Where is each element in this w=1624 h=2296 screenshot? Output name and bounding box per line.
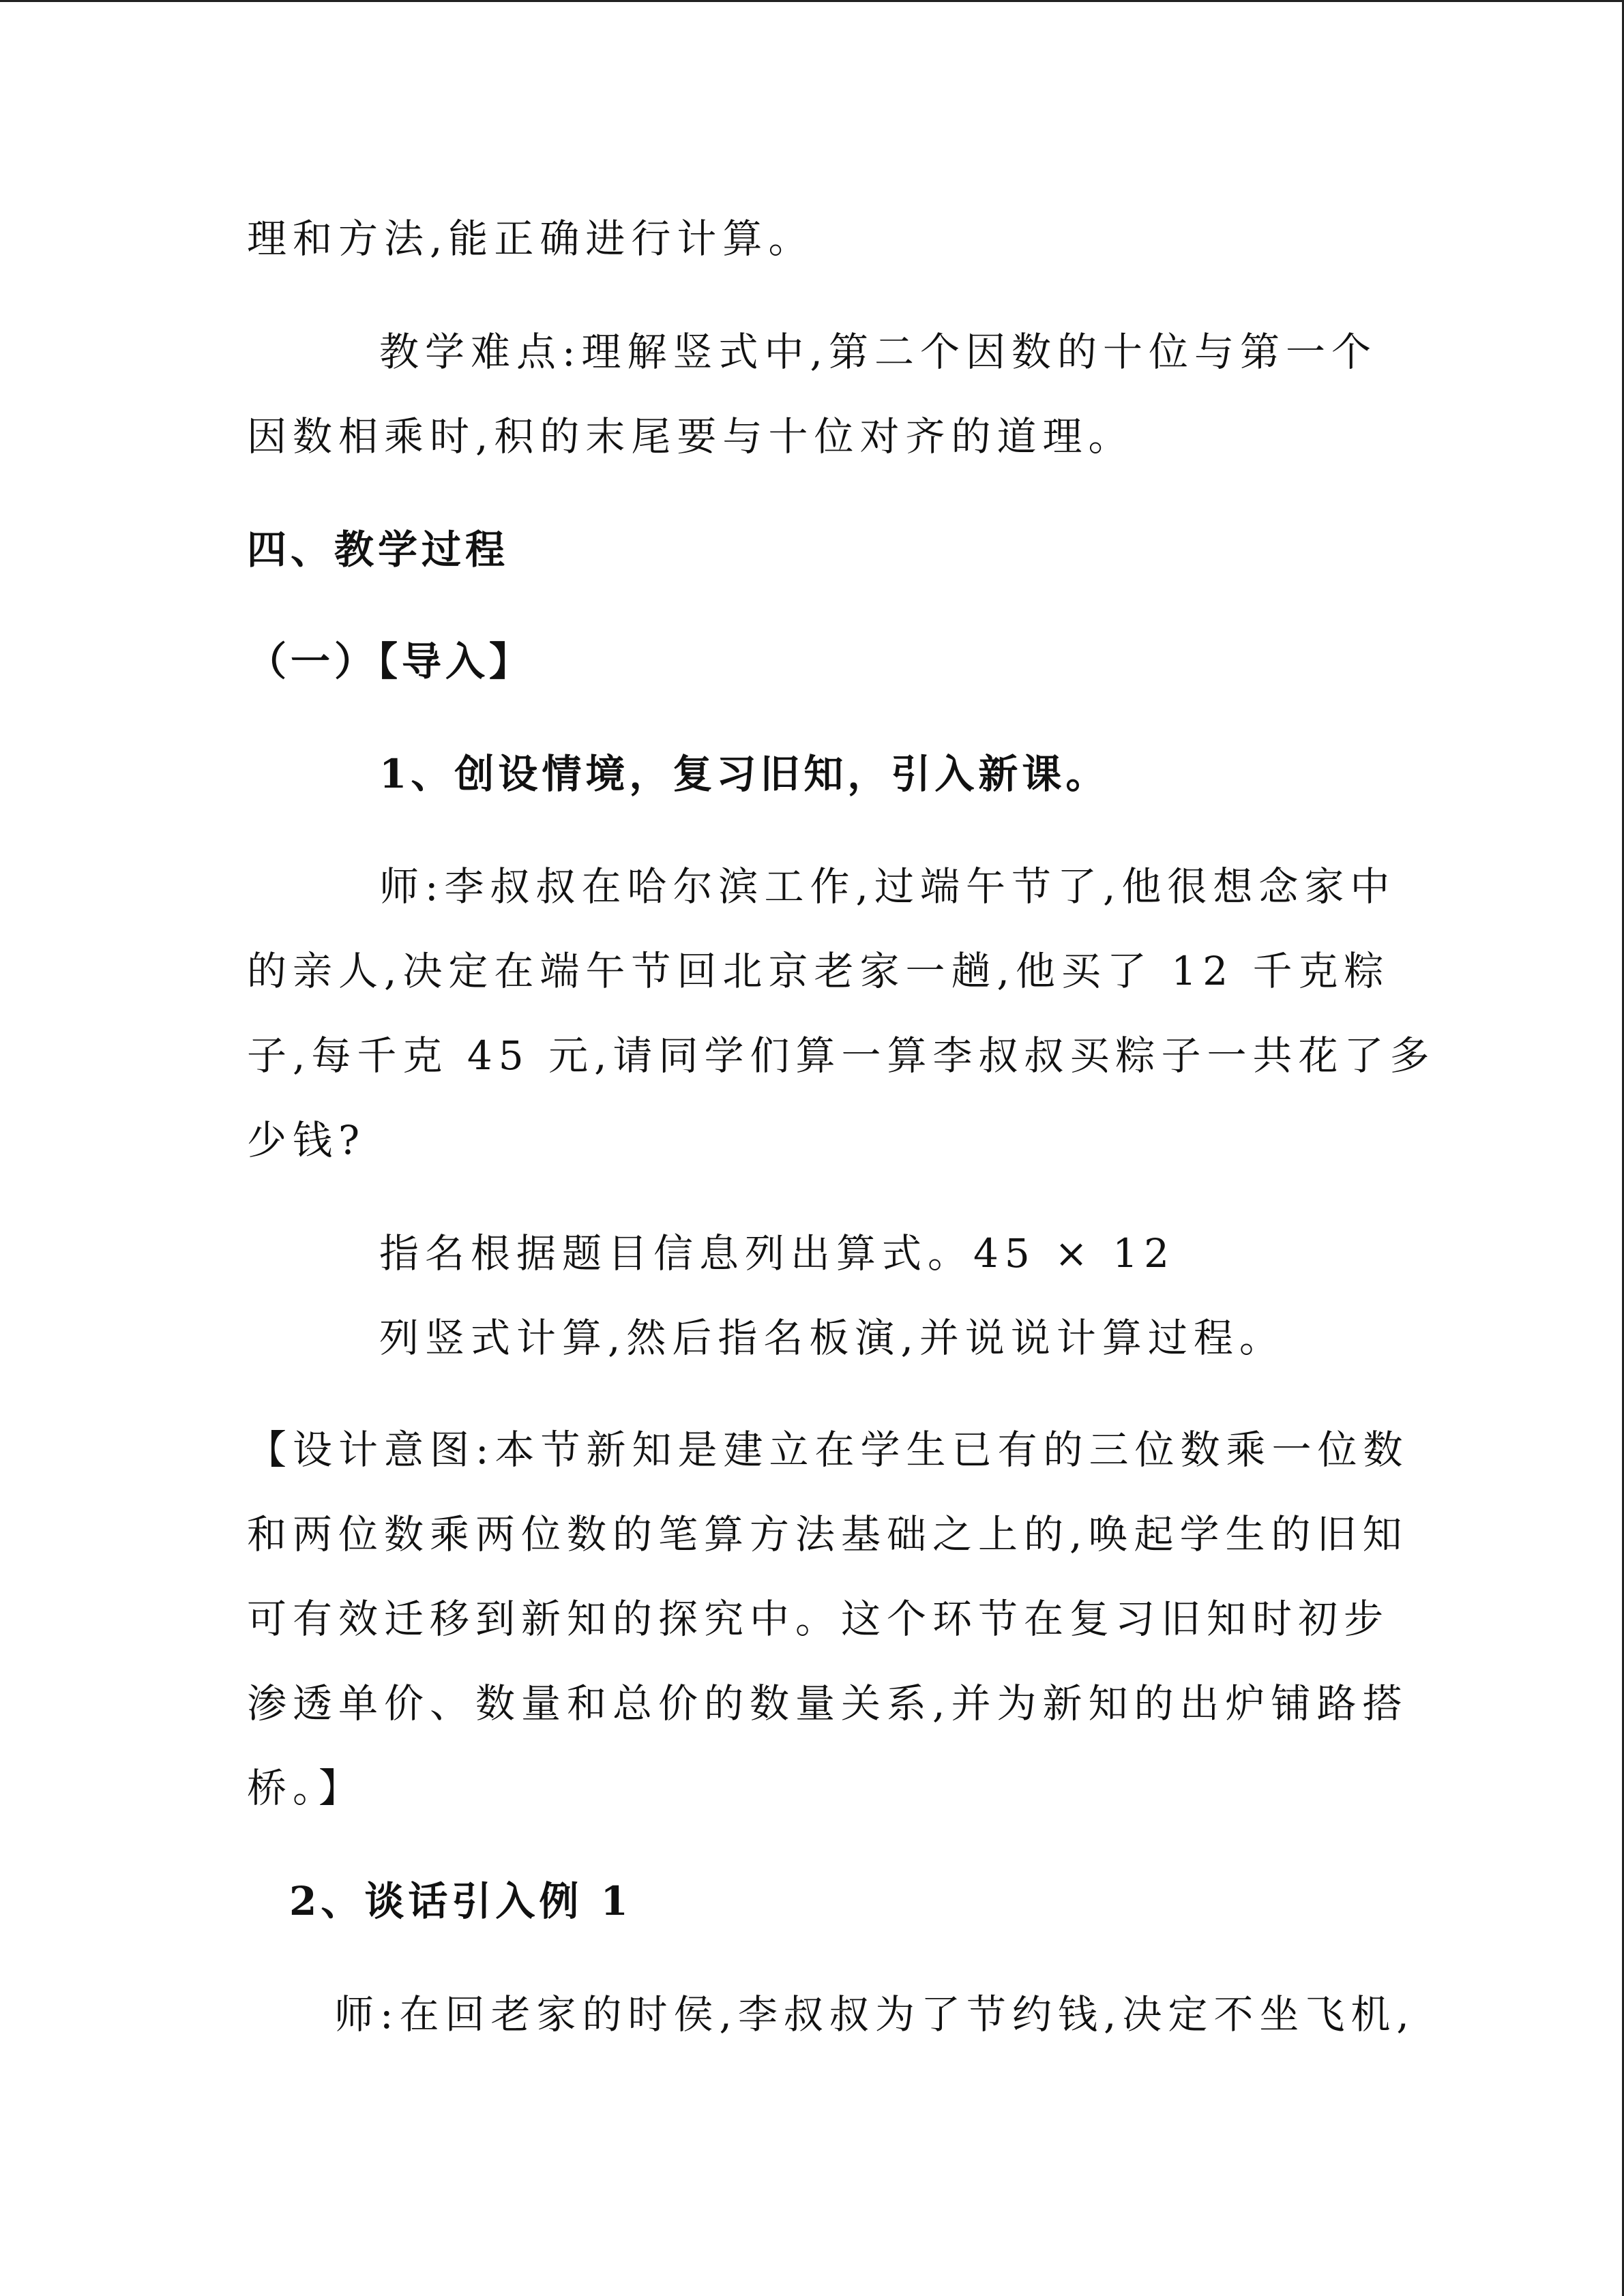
step-heading: 2、谈话引入例 1 (289, 1878, 632, 1924)
paragraph-line: 指名根据题目信息列出算式。45 × 12 (379, 1230, 1176, 1277)
design-intent-line: 可有效迁移到新知的探究中。这个环节在复习旧知时初步 (247, 1596, 1390, 1642)
design-intent-line: 桥。】 (247, 1765, 365, 1811)
paragraph-line: 子,每千克 45 元,请同学们算一算李叔叔买粽子一共花了多 (247, 1032, 1436, 1079)
paragraph-line: 理和方法,能正确进行计算。 (247, 215, 814, 262)
page-border-top (0, 0, 1624, 2)
paragraph-line: 师:李叔叔在哈尔滨工作,过端午节了,他很想念家中 (379, 863, 1396, 910)
step-heading: 1、创设情境，复习旧知，引入新课。 (379, 751, 1110, 797)
paragraph-line: 师:在回老家的时侯,李叔叔为了节约钱,决定不坐飞机, (334, 1991, 1415, 2038)
paragraph-line: 少钱? (247, 1117, 366, 1163)
design-intent-line: 渗透单价、数量和总价的数量关系,并为新知的出炉铺路搭 (247, 1680, 1408, 1727)
design-intent-line: 【设计意图:本节新知是建立在学生已有的三位数乘一位数 (247, 1427, 1409, 1473)
paragraph-line: 因数相乘时,积的末尾要与十位对齐的道理。 (247, 413, 1134, 460)
paragraph-line: 的亲人,决定在端午节回北京老家一趟,他买了 12 千克粽 (247, 948, 1390, 994)
paragraph-line: 列竖式计算,然后指名板演,并说说计算过程。 (379, 1315, 1285, 1361)
paragraph-line: 教学难点:理解竖式中,第二个因数的十位与第一个 (379, 329, 1377, 375)
design-intent-line: 和两位数乘两位数的笔算方法基础之上的,唤起学生的旧知 (247, 1511, 1408, 1557)
subsection-heading: （一）【导入】 (247, 638, 533, 685)
section-heading: 四、教学过程 (247, 526, 510, 573)
